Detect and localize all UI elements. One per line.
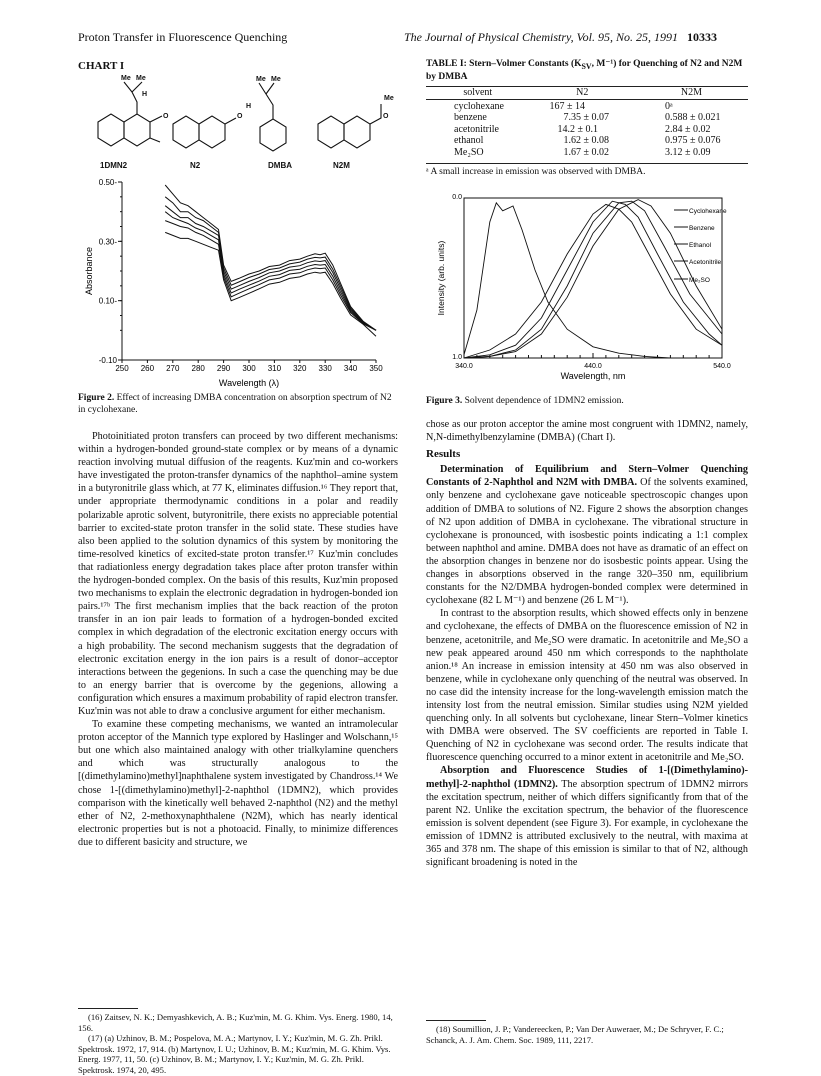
series-line: [464, 201, 722, 358]
x-tick-label: 340.0: [455, 363, 473, 370]
bond: [124, 82, 142, 114]
bond: [225, 118, 236, 124]
atom-me: Me: [136, 75, 146, 82]
figure3-caption-text: Solvent dependence of 1DMN2 emission.: [462, 396, 624, 406]
table-cell: acetonitrile: [454, 123, 499, 135]
x-tick-label: 340: [343, 364, 358, 373]
atom-o: O: [163, 113, 169, 120]
x-axis-label: Wavelength, nm: [560, 371, 626, 381]
table1: [426, 86, 748, 159]
atom-me: Me: [384, 95, 394, 102]
ring: [124, 114, 150, 146]
table1-title-rest: , M⁻¹) for Quenching of N2 and N2M by DMBA: [426, 59, 743, 83]
figure2-chart: [78, 174, 398, 392]
legend-label: Ethanol: [689, 242, 712, 249]
table-cell: ethanol: [454, 135, 484, 147]
x-tick-label: 300: [242, 364, 256, 373]
journal-name: The Journal of Physical Chemistry, Vol. 95, No. 25, 1991: [404, 30, 678, 44]
series-line: [165, 206, 376, 331]
x-tick-label: 280: [191, 364, 205, 373]
x-tick-label: 440.0: [584, 363, 602, 370]
paragraph: To examine these competing mechanisms, we wanted an intramolecular proton acceptor of the Mannich type explored by Haslinger and Wolschann,¹⁵ but one which also maintained analogy with other trialkylamine quenchers and which was structurally analogous to the [(dimethylamino)methyl]naphthalene system investigated by Chandross.¹⁴ We chose 1-[(dimethylamino)methyl]-2-naphthol (1DMN2), which provides comparison with the kinetically well behaved 2-naphthol (N2) and the methyl ether of N2, 2-methoxynaphthalene (N2M), which has nearly identical electronic properties but is not a photoacid. Finally, to minimize differences due to different basicity and structure, we: [78, 719, 398, 848]
section-heading: Results: [426, 448, 461, 461]
y-tick-label: 1.0: [452, 354, 462, 361]
table1-title-main: TABLE I: Stern–Volmer Constants (K: [426, 59, 582, 69]
figure3-chart: [426, 190, 748, 395]
page-number: 10333: [687, 30, 717, 44]
table-row: [426, 101, 748, 113]
figure3-caption-label: Figure 3.: [426, 396, 463, 406]
figure3-caption: [426, 396, 748, 408]
x-tick-label: 260: [140, 364, 155, 373]
atom-me: Me: [121, 75, 131, 82]
x-tick-label: 250: [115, 364, 129, 373]
y-tick-label: 0.10-: [98, 296, 117, 306]
series-line: [165, 197, 376, 330]
table-cell: 1.67 ± 0.02: [563, 146, 610, 158]
atom-me: Me: [271, 76, 281, 83]
table-row: [426, 124, 748, 136]
series-line: [165, 212, 376, 331]
ring: [260, 119, 286, 151]
table-cell: Me₂SO: [454, 146, 484, 158]
paragraph: chose as our proton acceptor the amine most congruent with 1DMN2, namely, N,N-dimethylbenzylamine (DMBA) (Chart I).: [426, 419, 748, 444]
atom-me: Me: [256, 76, 266, 83]
ring: [318, 116, 344, 148]
reference: (16) Zaitsev, N. K.; Demyashkevich, A. B.; Kuz'min, M. G. Khim. Vys. Energ. 1980, 14, 156.: [78, 1012, 393, 1033]
paragraph: [426, 463, 748, 607]
ring: [199, 116, 225, 148]
paragraph: In contrast to the absorption results, which showed effects only in benzene and cyclohexane, the effects of DMBA on the fluorescence emission of N2 in benzene, acetonitrile, and Me₂SO were dramatic. In acetonitrile and Me₂SO a new peak appeared around 450 nm which corresponds to the naphtholate anion.¹⁸ An increase in emission intensity at 450 nm was also observed in benzene, while in cyclohexane only quenching of the neutral was observed. In no case did the intensity increase for the long-wavelength emission match the intensity lost from the neutral emission. Similar studies using N2M yielded quenching only. In all solvents but cyclohexane, linear Stern–Volmer kinetics with DMBA were observed. The SV coefficients are reported in Table I. Quenching of N2 in cyclohexane was second order. The results indicate that fluorescence quenching occurred to a minor extent in acetonitrile and Me₂SO.: [426, 608, 748, 764]
right-column: [426, 418, 748, 869]
compound-label: DMBA: [268, 161, 292, 170]
compound-label: 1DMN2: [100, 161, 128, 170]
atom-h: H: [246, 103, 252, 110]
series-line: [165, 221, 376, 331]
table-header-row: [426, 86, 748, 99]
chart-title: CHART I: [78, 60, 125, 72]
table-cell: 7.35 ± 0.07: [563, 112, 610, 124]
bond: [150, 116, 162, 142]
table-cell: 0.588 ± 0.021: [664, 112, 721, 124]
paragraph: [426, 764, 748, 869]
series-line: [464, 201, 722, 358]
table-row: [426, 147, 748, 159]
table-header-cell: N2: [576, 86, 589, 98]
series-line: [165, 185, 376, 330]
figure2-caption: [78, 393, 398, 416]
legend-label: Me₂SO: [689, 277, 710, 284]
table-cell: 167 ± 14: [549, 100, 586, 112]
y-axis-label: Intensity (arb. units): [436, 240, 446, 316]
table-cell: 0.975 ± 0.076: [664, 135, 721, 147]
y-tick-label: 0.50-: [98, 178, 117, 187]
footnote-rule: [78, 1008, 138, 1009]
reference: (17) (a) Uzhinov, B. M.; Pospelova, M. A.; Martynov, I. Y.; Kuz'min, M. G. Zh. Prikl. Spektrosk. 1972, 17, 914. (b) Martynov, I. U.; Uzhinov, B. M.; Kuz'min, M. G. Khim. Vys. Energ. 1977, 11, 50. (c) Uzhinov, B. M.; Martynov, I. Y.; Kuz'min, M. G. Zh. Prikl. Spektrosk. 1974, 20, 495.: [78, 1033, 391, 1075]
x-tick-label: 270: [166, 364, 180, 373]
bond: [370, 104, 381, 124]
right-references: [426, 1024, 748, 1045]
compound-label: N2M: [333, 161, 350, 170]
legend-label: Acetonitrile: [689, 259, 722, 266]
atom-o: O: [383, 113, 389, 120]
left-column: [78, 430, 398, 849]
x-tick-label: 290: [216, 364, 231, 373]
atom-h: H: [142, 91, 148, 98]
atom-o: O: [237, 113, 243, 120]
ring: [98, 114, 124, 146]
paragraph-text: The absorption spectrum of 1DMN2 mirrors the excitation spectrum, neither of which differs significantly from that of the parent N2. Unlike the excitation spectrum, the behavior of the fluorescence emission is solvent dependent (see Figure 3). For example, in cyclohexane the emission of 1DMN2 is attributed exclusively to the neutral, with maxima at 365 and 378 nm. The shape of this emission is similar to that of N2, although significant broadening is noted in the: [426, 778, 748, 869]
ring: [173, 116, 199, 148]
y-axis-label: Absorbance: [84, 246, 94, 296]
table-header-cell: N2M: [680, 86, 703, 98]
journal-citation: [404, 30, 717, 45]
subsection-heading: Absorption and Fluorescence Studies of 1-[(Dimethylamino)-methyl]-2-naphthol (1DMN2).: [426, 765, 748, 790]
x-axis-label: Wavelength (λ): [218, 378, 280, 388]
running-head: Proton Transfer in Fluorescence Quenching: [78, 30, 288, 44]
table-cell: 3.12 ± 0.09: [664, 146, 711, 158]
table1-title: [426, 59, 746, 84]
x-tick-label: 540.0: [713, 363, 731, 370]
x-tick-label: 320: [293, 364, 307, 373]
table-cell: cyclohexane: [454, 100, 504, 112]
ring: [344, 116, 370, 148]
table-cell: 2.84 ± 0.02: [664, 123, 711, 135]
y-tick-label: -0.10: [98, 356, 117, 365]
reference: (18) Soumillion, J. P.; Vandereecken, P.; Van Der Auweraer, M.; De Schryver, F. C.; Schanck, A. J. Am. Chem. Soc. 1989, 111, 2217.: [426, 1024, 724, 1045]
table-header-cell: solvent: [463, 87, 493, 98]
table-cell: 14.2 ± 0.1: [557, 123, 599, 135]
subsection-heading: Determination of Equilibrium and Stern–Volmer Quenching Constants of 2-Naphthol and N2M with DMBA.: [426, 464, 748, 489]
table-rule: [426, 163, 748, 164]
x-tick-label: 350: [369, 364, 383, 373]
bond: [259, 83, 274, 119]
paragraph: Photoinitiated proton transfers can proceed by two different mechanisms: within a hydrogen-bonded ground-state complex or by means of a dynamic reaction involving mutual diffusion of the reagents. Kuz'min and co-workers have investigated the proton-transfer dynamics of the naphthol–amine system in a butyronitrile glass which, at 77 K, eliminates diffusion.¹⁶ They report that, under appropriate thermodynamic conditions in a polar and readily polarizable aprotic solvent, butyronitrile, there exists no appreciable potential barrier to excited-state proton transfer in the solid state. These studies have also been applied to the solution dynamics of this system by monitoring the time-resolved kinetics of excited-state proton transfer.¹⁷ Kuz'min concludes that radiationless energy degradation takes place after proton transfer within the hydrogen-bonded complex. On the basis of this results, Kuz'min proposed two mechanisms to explain the electronic degradation in hydrogen-bonded ion pairs.¹⁷ᵇ The first mechanism implies that the back reaction of the proton transfer in an ion pair leads to formation of a hydrogen-bonded excited complex in which degradation of the electronic excitation energy occurs with a high probability. The second mechanism suggests that the degradation of electronic excitation energy in the ion pairs is a result of donor–acceptor interactions between the gegenions. In such a case the quenching may be due to an energy barrier that is overcome by the gegenions, allowing a configuration which ensures a maximum probability of rapid electron transfer. Kuz'min was not able to draw a conclusive argument for either mechanism.: [78, 431, 398, 717]
table-cell: 1.62 ± 0.08: [563, 135, 610, 147]
series-line: [165, 232, 376, 336]
x-tick-label: 310: [267, 364, 282, 373]
table-row: [426, 112, 748, 124]
legend-label: Cyclohexane: [689, 208, 727, 215]
table1-footnote: ᵃ A small increase in emission was observed with DMBA.: [426, 167, 646, 177]
figure2-caption-label: Figure 2.: [78, 393, 115, 403]
table-row: [426, 135, 748, 147]
chart1-structures: [78, 72, 398, 172]
left-references: [78, 1012, 398, 1076]
y-tick-label: 0.30-: [98, 237, 117, 247]
compound-label: N2: [190, 161, 201, 170]
y-tick-label: 0.0: [452, 194, 462, 201]
table-cell: benzene: [454, 112, 487, 124]
table-cell: 0ᵃ: [664, 100, 673, 112]
table1-title-sub: SV: [581, 61, 592, 71]
figure2-caption-text: Effect of increasing DMBA concentration on absorption spectrum of N2 in cyclohexane.: [78, 393, 392, 415]
x-tick-label: 330: [318, 364, 332, 373]
footnote-rule: [426, 1020, 486, 1021]
legend-label: Benzene: [689, 225, 715, 232]
series-line: [464, 203, 722, 358]
paragraph-text: Of the solvents examined, only benzene and cyclohexane gave noticeable spectroscopic changes upon addition of DMBA to solutions of N2. Figure 2 shows the absorption changes of N2 upon addition of DMBA in cyclohexane. The vibrational structure in cyclohexane is pronounced, with isosbestic points indicating a 1:1 complex between naphthol and amine. DMBA does not have as dramatic of an effect on the absorption changes in benzene nor do isosbestic points appear. Using the changes in absorptions observed in the range 320–350 nm, equilibrium constants for the N2/DMBA hydrogen-bonded complex were determined in cyclohexane (82 L M⁻¹) and benzene (26 L M⁻¹).: [426, 477, 748, 607]
